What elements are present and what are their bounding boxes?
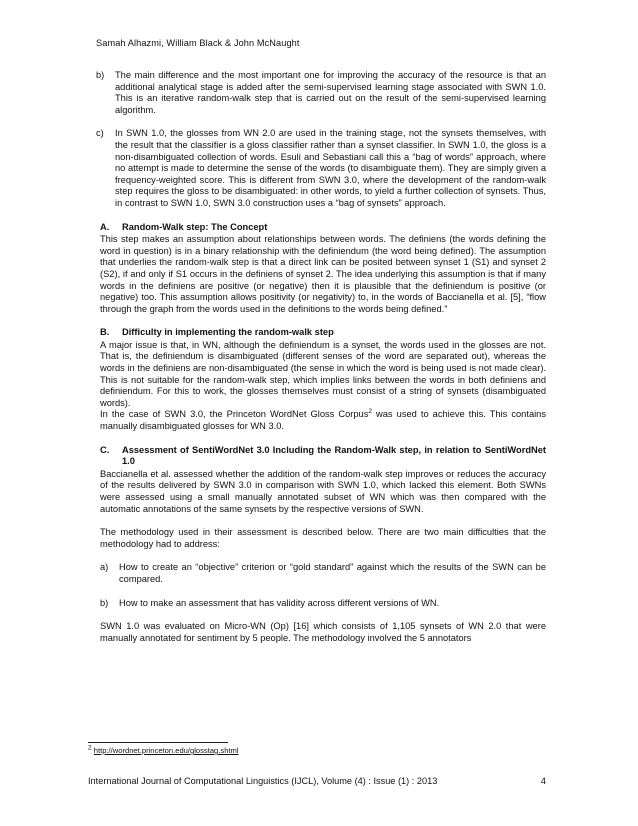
section-marker: C. — [100, 444, 110, 455]
list-marker: b) — [96, 70, 105, 80]
section-b-paragraph-2 — [88, 409, 546, 432]
list-item-text: In SWN 1.0, the glosses from WN 2.0 are used in the training stage, not the synsets themselves, with the result that the classifier is a gloss classifier rather than a synset classifier. In SWN 1.0, the gloss is a non-disambiguated collection of words. Esuli and Sebastiani call this a “bag of words” approach, where no attempt is made to determine the sense of the words (to disambiguate them). They are simply given a frequency-weighted score. This is different from SWN 3.0, where the development of the random-walk step requires the gloss to be disambiguated: in other words, to yield a further collection of synsets. Thus, in contrast to SWN 1.0, SWN 3.0 construction uses a “bag of synsets” approach. — [115, 128, 546, 208]
list-marker: a) — [100, 562, 109, 573]
journal-citation: International Journal of Computational Linguistics (IJCL), Volume (4) : Issue (1) : 2013 — [88, 776, 438, 786]
section-title: Random-Walk step: The Concept — [122, 221, 268, 232]
paragraph-text: In the case of SWN 3.0, the Princeton WordNet Gloss Corpus — [100, 409, 369, 420]
list-item-c — [88, 128, 546, 209]
section-title: Assessment of SentiWordNet 3.0 Including the Random-Walk step, in relation to SentiWordNet 1.0 — [122, 444, 546, 467]
section-c-paragraph-2: The methodology used in their assessment is described below. There are two main difficulties that the methodology had to address: — [100, 527, 546, 549]
section-c-paragraph-1: Baccianella et al. assessed whether the addition of the random-walk step improves or reduces the accuracy of the results delivered by SWN 3.0 in comparison with SWN 1.0, which lacked this element. Both SWNs were assessed using a small manually annotated subset of WN which was then compared with the automatic annotations of the same synsets by the respective versions of SWN. — [100, 468, 546, 514]
page-body — [88, 70, 546, 644]
section-title: Difficulty in implementing the random-walk step — [122, 327, 334, 338]
section-marker: A. — [100, 221, 110, 232]
list-item-text: How to make an assessment that has validity across different versions of WN. — [119, 597, 440, 608]
section-c-heading — [88, 445, 546, 468]
footnote-link[interactable]: http://wordnet.princeton.edu/glosstag.shtml — [93, 746, 239, 755]
list-item-b — [88, 70, 546, 116]
footnote-marker: 2 — [368, 408, 372, 416]
section-a-paragraph: This step makes an assumption about relationships between words. The definiens (the words defining the word in question) is in a binary relationship with the definiendum (the word being defined). The assumption that underlies the random-walk step is that a direct link can be posited between synset 1 (S1) and synset 2 (S2), if and only if S1 occurs in the definiens of synset 2. The idea underlying this assumption is that if many words in the definiens are positive (or negative) then it is plausible that the definiendum is positive (or negative) too. This assumption allows positivity (or negativity) to, in the words of Baccianella et al. [5], “flow through the graph from the words used in the definitions to the words being defined.” — [100, 234, 546, 314]
list-item-b2 — [88, 598, 546, 610]
section-b-heading — [88, 327, 546, 339]
list-item-text: The main difference and the most important one for improving the accuracy of the resource is that an additional analytical stage is added after the semi-supervised learning stage associated with SWN 1.0. This is an iterative random-walk step that is carried out on the result of the semi-supervised learning algorithm. — [115, 70, 546, 115]
page-footer — [88, 776, 546, 786]
footnote — [88, 746, 239, 755]
section-a-heading — [88, 222, 546, 234]
running-head: Samah Alhazmi, William Black & John McNaught — [96, 38, 300, 48]
section-c-paragraph-3: SWN 1.0 was evaluated on Micro-WN (Op) [16] which consists of 1,105 synsets of WN 2.0 that were manually annotated for sentiment by 5 people. The methodology involved the 5 annotators — [100, 621, 546, 643]
section-marker: B. — [100, 327, 110, 338]
footnote-divider — [88, 742, 228, 743]
paragraph-text: was used to achieve this. This contains manually disambiguated glosses for WN 3.0. — [100, 409, 546, 432]
list-marker: b) — [100, 597, 109, 608]
list-item-text: How to create an “objective” criterion or “gold standard” against which the results of the SWN can be compared. — [119, 562, 546, 584]
footnote-number: 2 — [88, 744, 92, 752]
list-marker: c) — [96, 128, 104, 139]
section-b-paragraph-1: A major issue is that, in WN, although the definiendum is a synset, the words used in the glosses are not. That is, the definiendum is disambiguated (different senses of the word are separated out), whereas the words in the definiens are non-disambiguated (the sense in which the word is being used is not made clear). This is not suitable for the random-walk step, which implies links between the words in both definiens and definiendum. For this to work, the glosses themselves must consist of a string of synsets (disambiguated words). — [100, 339, 546, 408]
page-number: 4 — [540, 776, 546, 786]
list-item-a — [88, 562, 546, 585]
